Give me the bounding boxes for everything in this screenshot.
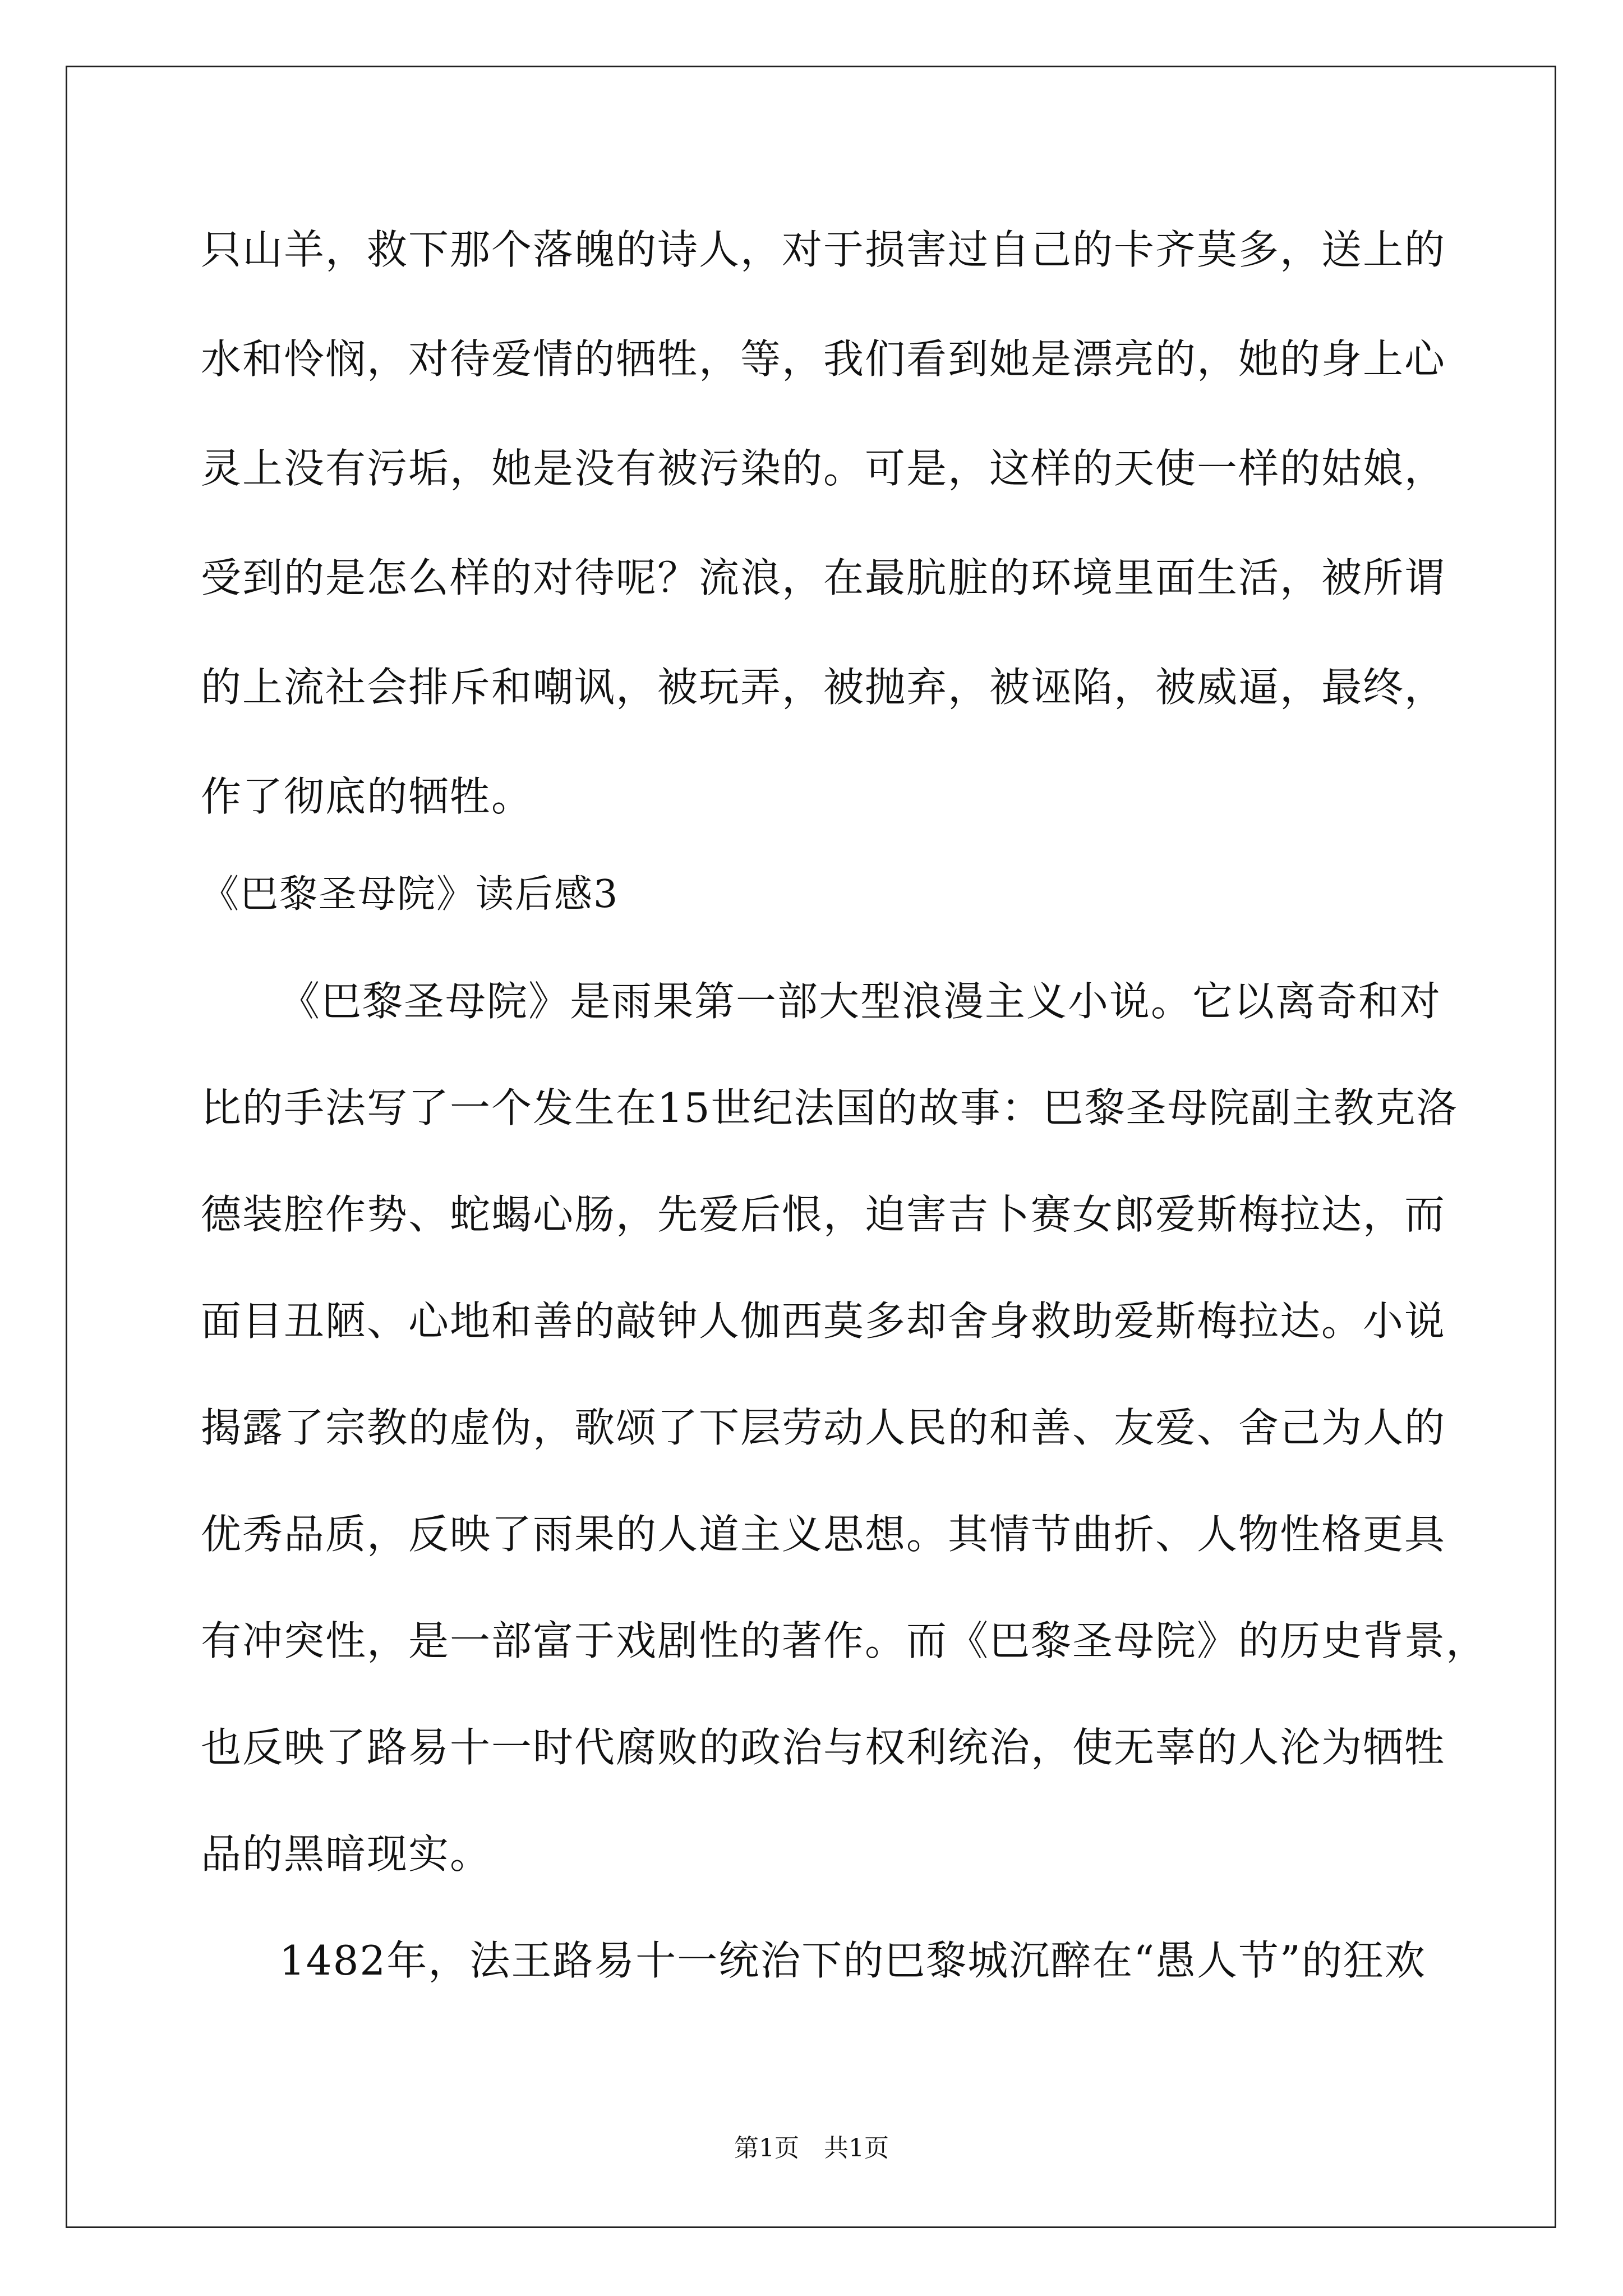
text-line: 揭露了宗教的虚伪，歌颂了下层劳动人民的和善、友爱、舍己为人的 <box>201 1404 1446 1451</box>
text-line: 《巴黎圣母院》是雨果第一部大型浪漫主义小说。它以离奇和对 <box>279 978 1442 1025</box>
text-line: 水和怜悯，对待爱情的牺牲，等，我们看到她是漂亮的，她的身上心 <box>201 335 1446 383</box>
text-line: 受到的是怎么样的对待呢？流浪，在最肮脏的环境里面生活，被所谓 <box>201 554 1446 601</box>
text-line: 只山羊，救下那个落魄的诗人，对于损害过自己的卡齐莫多，送上的 <box>201 226 1446 273</box>
text-line: 品的黑暗现实。 <box>201 1830 492 1878</box>
text-line: 也反映了路易十一时代腐败的政治与权利统治，使无辜的人沦为牺牲 <box>201 1724 1446 1771</box>
section-heading: 《巴黎圣母院》读后感3 <box>201 872 619 917</box>
text-line: 比的手法写了一个发生在15世纪法国的故事：巴黎圣母院副主教克洛 <box>201 1084 1458 1131</box>
text-line: 德装腔作势、蛇蝎心肠，先爱后恨，迫害吉卜赛女郎爱斯梅拉达，而 <box>201 1191 1446 1238</box>
text-line: 灵上没有污垢，她是没有被污染的。可是，这样的天使一样的姑娘， <box>201 445 1446 492</box>
page-footer: 第1页 共1页 <box>734 2134 889 2162</box>
text-line: 优秀品质，反映了雨果的人道主义思想。其情节曲折、人物性格更具 <box>201 1511 1446 1558</box>
page-border <box>66 66 1556 2228</box>
text-line: 的上流社会排斥和嘲讽，被玩弄，被抛弃，被诬陷，被威逼，最终， <box>201 664 1446 711</box>
text-line: 1482年，法王路易十一统治下的巴黎城沉醉在“愚人节”的狂欢 <box>279 1937 1426 1984</box>
text-line: 有冲突性，是一部富于戏剧性的著作。而《巴黎圣母院》的历史背景， <box>201 1617 1488 1664</box>
text-line: 作了彻底的牺牲。 <box>201 773 533 820</box>
text-line: 面目丑陋、心地和善的敲钟人伽西莫多却舍身救助爱斯梅拉达。小说 <box>201 1297 1446 1345</box>
